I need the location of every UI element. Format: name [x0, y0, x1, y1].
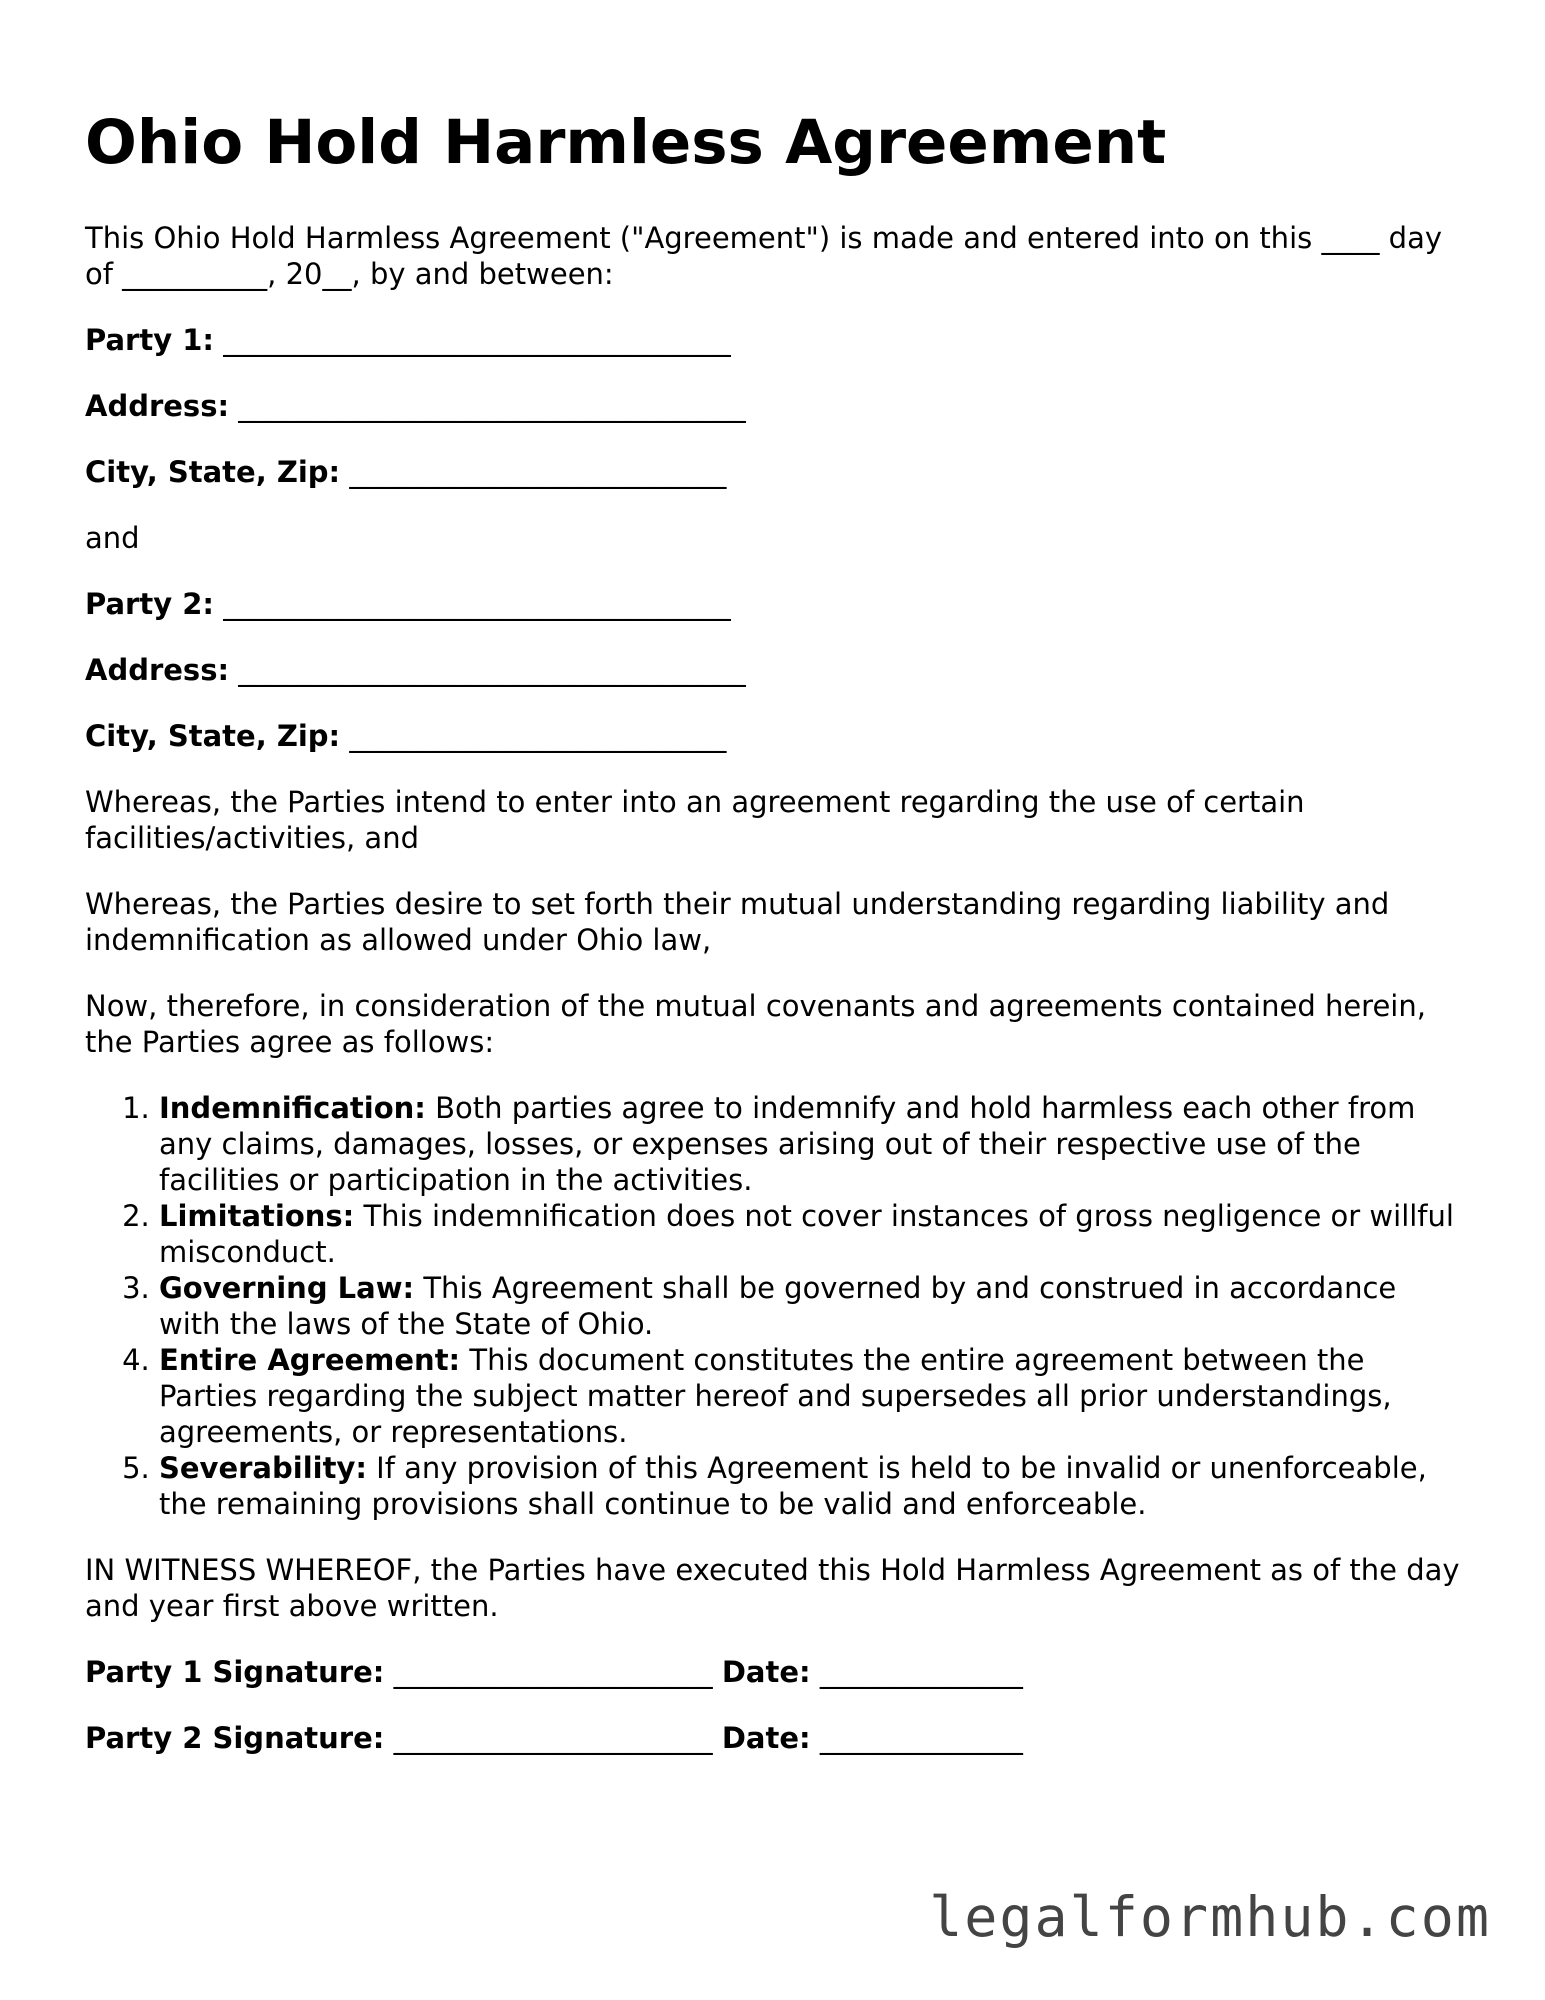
party2-address-blank[interactable]: ___________________________________ — [238, 653, 746, 688]
whereas-paragraph-2: Whereas, the Parties desire to set forth their mutual understanding regarding liability and indemnification as allowed under Ohio law, — [85, 887, 1390, 958]
and-text: and — [85, 521, 140, 556]
document-title: Ohio Hold Harmless Agreement — [85, 107, 1167, 178]
clause-heading: Indemnification: — [159, 1091, 426, 1126]
party2-city-blank[interactable]: __________________________ — [349, 719, 727, 754]
party2-city-field — [85, 718, 1465, 754]
party1-address-blank[interactable]: ___________________________________ — [238, 389, 746, 424]
party1-date-label: Date: — [721, 1655, 811, 1690]
party2-signature-line — [85, 1720, 1465, 1756]
party1-city-field — [85, 454, 1465, 490]
party1-name-field — [85, 322, 1465, 358]
party2-name-label: Party 2: — [85, 587, 214, 622]
party2-name-field — [85, 586, 1465, 622]
party1-date-blank[interactable]: ______________ — [819, 1655, 1023, 1690]
clause-item — [159, 1270, 1465, 1342]
clause-heading: Limitations: — [159, 1199, 355, 1234]
clause-heading: Governing Law: — [159, 1271, 415, 1306]
party2-signature-blank[interactable]: ______________________ — [393, 1721, 713, 1756]
party2-name-blank[interactable]: ___________________________________ — [223, 587, 731, 622]
whereas-paragraph-1: Whereas, the Parties intend to enter into an agreement regarding the use of certain facilities/activities, and — [85, 785, 1305, 856]
party1-name-label: Party 1: — [85, 323, 214, 358]
party1-address-label: Address: — [85, 389, 230, 424]
footer-watermark: legalformhub.com — [929, 1885, 1491, 1949]
intro-paragraph: This Ohio Hold Harmless Agreement ("Agreement") is made and entered into on this ____ day of __________, 20__, by and between: — [85, 221, 1443, 292]
clause-item — [159, 1090, 1465, 1198]
party1-name-blank[interactable]: ___________________________________ — [223, 323, 731, 358]
party2-date-label: Date: — [721, 1721, 811, 1756]
now-therefore-paragraph: Now, therefore, in consideration of the mutual covenants and agreements contained herein, the Parties agree as follows: — [85, 989, 1426, 1060]
party1-city-blank[interactable]: __________________________ — [349, 455, 727, 490]
clause-heading: Entire Agreement: — [159, 1343, 461, 1378]
party2-address-field — [85, 652, 1465, 688]
party1-city-label: City, State, Zip: — [85, 455, 341, 490]
clause-text: This document constitutes the entire agreement between the Parties regarding the subject matter hereof and supersedes all prior understandings, agreements, or representations. — [159, 1343, 1392, 1450]
party2-date-blank[interactable]: ______________ — [819, 1721, 1023, 1756]
party1-signature-label: Party 1 Signature: — [85, 1655, 385, 1690]
clause-text: Both parties agree to indemnify and hold harmless each other from any claims, damages, losses, or expenses arising out of their respective use of the facilities or participation in the activities. — [159, 1091, 1416, 1198]
clause-item — [159, 1342, 1465, 1450]
clause-heading: Severability: — [159, 1451, 367, 1486]
clause-item — [159, 1450, 1465, 1522]
party2-signature-label: Party 2 Signature: — [85, 1721, 385, 1756]
clause-text: This indemnification does not cover instances of gross negligence or willful misconduct. — [159, 1199, 1454, 1270]
clause-list — [85, 1090, 1465, 1522]
witness-paragraph: IN WITNESS WHEREOF, the Parties have executed this Hold Harmless Agreement as of the day and year first above written. — [85, 1553, 1460, 1624]
party1-signature-blank[interactable]: ______________________ — [393, 1655, 713, 1690]
party1-address-field — [85, 388, 1465, 424]
clause-text: This Agreement shall be governed by and construed in accordance with the laws of the State of Ohio. — [159, 1271, 1397, 1342]
party2-address-label: Address: — [85, 653, 230, 688]
clause-item — [159, 1198, 1465, 1270]
document-page — [85, 108, 1465, 1786]
clause-text: If any provision of this Agreement is held to be invalid or unenforceable, the remaining provisions shall continue to be valid and enforceable. — [159, 1451, 1427, 1522]
party1-signature-line — [85, 1654, 1465, 1690]
party2-city-label: City, State, Zip: — [85, 719, 341, 754]
